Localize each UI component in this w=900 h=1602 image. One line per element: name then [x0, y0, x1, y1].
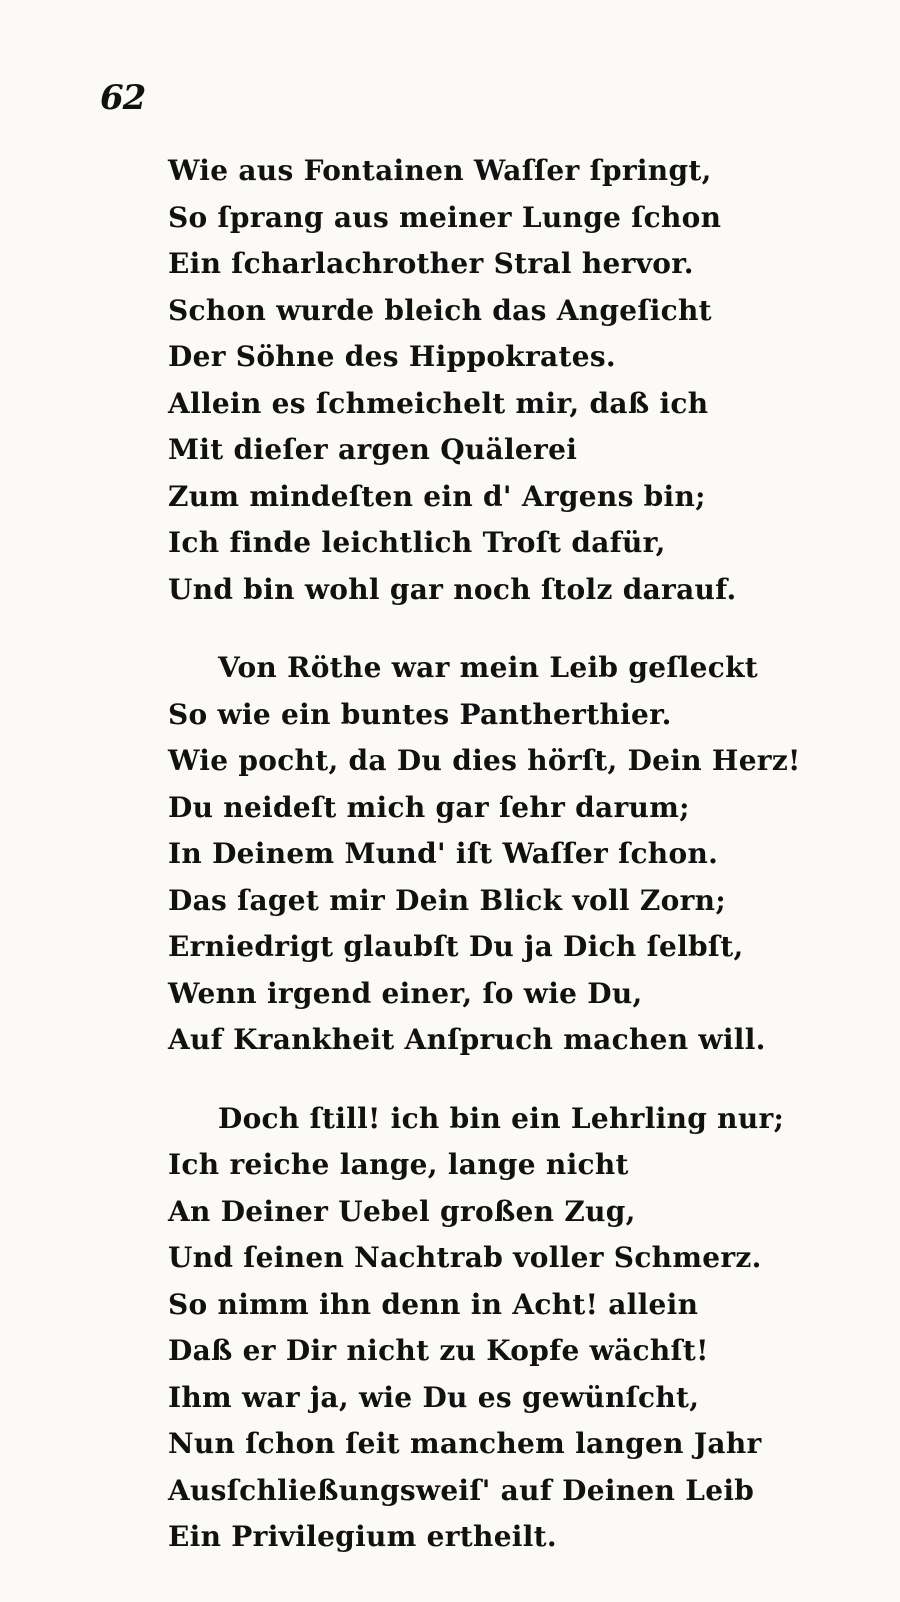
page-number: 62 [100, 78, 146, 118]
poem-line: Mit dieſer argen Quälerei [168, 433, 578, 466]
poem-line: Zum mindeſten ein d' Argens bin; [168, 479, 706, 513]
poem-line: Ihm war ja, wie Du es gewünſcht, [168, 1380, 700, 1414]
stanza-3 [168, 1096, 868, 1561]
poem-line: Und ſeinen Nachtrab voller Schmerz. [168, 1241, 762, 1274]
poem-line: So ſprang aus meiner Lunge ſchon [168, 200, 722, 234]
poem-line: An Deiner Uebel großen Zug, [168, 1194, 636, 1228]
stanza-1 [168, 148, 868, 613]
poem-line: Daß er Dir nicht zu Kopfe wächſt! [168, 1334, 709, 1367]
poem [168, 148, 868, 1561]
poem-line: Wenn irgend einer, ſo wie Du, [168, 976, 643, 1010]
poem-line: Von Röthe war mein Leib geſleckt [218, 651, 758, 684]
poem-line: Erniedrigt glaubſt Du ja Dich ſelbſt, [168, 930, 744, 963]
poem-line: In Deinem Mund' iſt Waſſer ſchon. [168, 837, 719, 870]
poem-line: Ich reiche lange, lange nicht [168, 1148, 629, 1181]
poem-line: Wie aus Fontainen Waſſer ſpringt, [168, 154, 712, 187]
poem-line: Auf Krankheit Anſpruch machen will. [168, 1023, 766, 1056]
poem-line: Ich finde leichtlich Troſt dafür, [168, 526, 666, 559]
poem-line: Allein es ſchmeichelt mir, daß ich [168, 386, 709, 420]
poem-line: Schon wurde bleich das Angeſicht [168, 293, 712, 327]
poem-line: Doch ſtill! ich bin ein Lehrling nur; [218, 1101, 785, 1135]
poem-line: Ausſchließungsweiſ' auf Deinen Leib [168, 1473, 755, 1507]
poem-line: Wie pocht, da Du dies hörſt, Dein Herz! [168, 744, 801, 777]
poem-line: Ein Privilegium ertheilt. [168, 1520, 557, 1553]
poem-line: Du neideſt mich gar ſehr darum; [168, 790, 690, 824]
poem-line: So nimm ihn denn in Acht! allein [168, 1287, 699, 1321]
poem-line: Ein ſcharlachrother Stral hervor. [168, 247, 694, 280]
poem-line: So wie ein buntes Pantherthier. [168, 697, 672, 731]
poem-line: Der Söhne des Hippokrates. [168, 340, 616, 373]
poem-line: Und bin wohl gar noch ſtolz darauf. [168, 572, 737, 606]
poem-line: Das ſaget mir Dein Blick voll Zorn; [168, 883, 726, 917]
stanza-2 [168, 645, 868, 1064]
poem-line: Nun ſchon ſeit manchem langen Jahr [168, 1427, 762, 1460]
